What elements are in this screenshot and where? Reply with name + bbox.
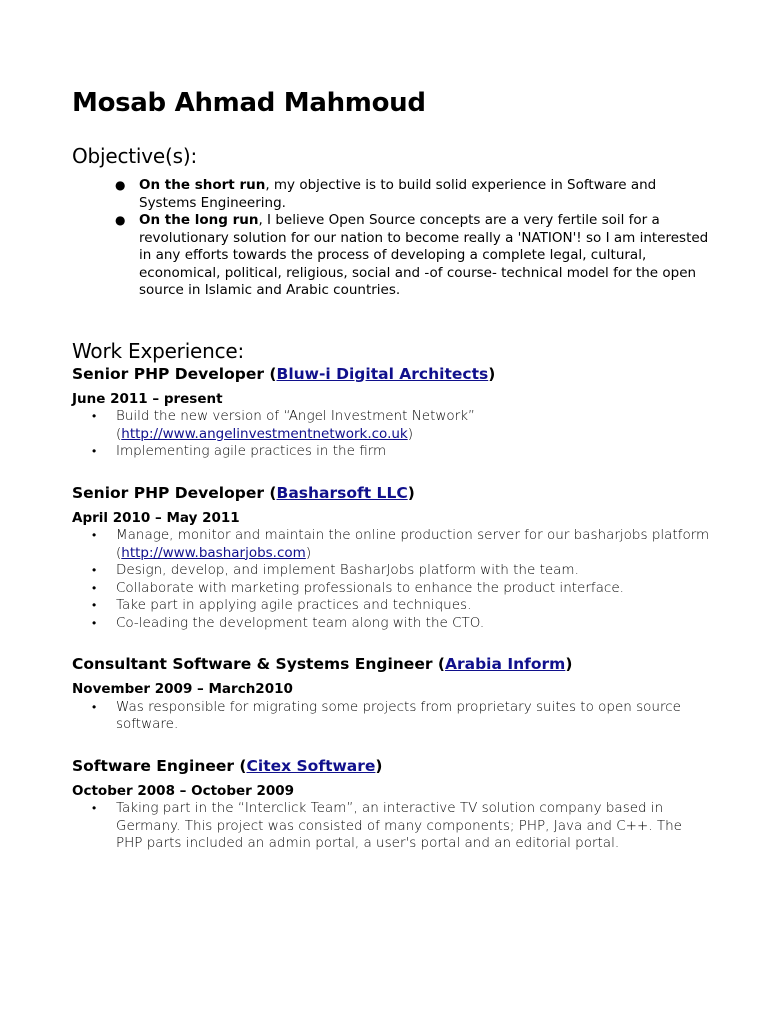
duty-text: Manage, monitor and maintain the online production server for our basharjobs platform ( [116, 527, 710, 561]
duty-link[interactable]: http://www.basharjobs.com [121, 544, 306, 561]
bullet-icon: ● [115, 178, 126, 192]
duty-text: Co-leading the development team along with the CTO. [116, 614, 485, 631]
job-title: Consultant Software & Systems Engineer (Arabia Inform) [72, 655, 573, 673]
objective-text: , my objective is to build solid experience in Software and Systems Engineering. [139, 177, 657, 211]
bullet-icon: • [92, 699, 97, 714]
job-role: Software Engineer [72, 756, 235, 775]
duty-item [72, 580, 712, 598]
duty-text-after: ) [407, 425, 414, 442]
job-entry [72, 364, 712, 461]
job-dates: October 2008 – October 2009 [72, 782, 295, 799]
duty-item [72, 408, 712, 443]
objective-item [72, 212, 712, 300]
job-dates: November 2009 – March2010 [72, 681, 293, 697]
bullet-icon: • [92, 598, 97, 612]
bullet-icon: • [92, 580, 97, 595]
duties-list [72, 800, 712, 853]
job-entry [72, 756, 712, 853]
duty-item [72, 597, 712, 615]
objective-text: , I believe Open Source concepts are a very fertile soil for a revolutionary solution for our nation to become really a 'NATION'! so I am interested in any efforts towards the process of developing a complete legal, cultural, economical, political, religious, social and -of course- technical model for the open source in Islamic and Arabic countries. [139, 212, 709, 298]
job-title: Software Engineer (Citex Software) [72, 756, 383, 775]
duty-item [72, 615, 712, 633]
work-experience-heading: Work Experience: [72, 338, 245, 363]
company-link[interactable]: Citex Software [246, 756, 376, 775]
duty-text: Collaborate with marketing professionals to enhance the product interface. [116, 579, 624, 596]
duty-item [72, 443, 712, 461]
jobs-container [72, 364, 712, 853]
duties-list [72, 699, 712, 734]
job-role: Senior PHP Developer [72, 364, 265, 383]
duty-text: Design, develop, and implement BasharJobs platform with the team. [116, 562, 579, 578]
candidate-name: Mosab Ahmad Mahmoud [72, 88, 426, 118]
bullet-icon: • [92, 563, 97, 577]
bullet-icon: • [92, 801, 97, 815]
duties-list [72, 527, 712, 632]
job-dates: April 2010 – May 2011 [72, 509, 240, 526]
resume-page [72, 86, 712, 853]
job-role: Senior PHP Developer [72, 483, 265, 502]
job-title: Senior PHP Developer (Basharsoft LLC) [72, 483, 415, 502]
company-link[interactable]: Bluw-i Digital Architects [276, 364, 489, 383]
job-dates: June 2011 – present [72, 390, 223, 407]
duties-list [72, 408, 712, 461]
job-role: Consultant Software & Systems Engineer [72, 655, 433, 673]
objective-heading: Objective(s): [72, 144, 197, 168]
company-link[interactable]: Basharsoft LLC [276, 483, 408, 502]
duty-item [72, 699, 712, 734]
duty-link[interactable]: http://www.angelinvestmentnetwork.co.uk [121, 425, 408, 442]
job-title: Senior PHP Developer (Bluw-i Digital Architects) [72, 364, 496, 383]
bullet-icon: • [92, 528, 97, 542]
duty-text: Taking part in the “Interclick Team”, an interactive TV solution company based in Germany. This project was consisted of many components; PHP, Java and C++. The PHP parts included an admin portal, a user's portal and an editorial portal. [116, 800, 682, 851]
bullet-icon: • [92, 444, 97, 458]
duty-text: Build the new version of “Angel Investment Network” ( [116, 408, 476, 442]
objective-lead: On the short run [139, 177, 266, 193]
job-entry [72, 483, 712, 633]
duty-text-after: ) [305, 544, 312, 561]
objective-list [72, 177, 712, 300]
objective-lead: On the long run [139, 212, 259, 228]
job-entry [72, 654, 712, 734]
bullet-icon: • [92, 409, 97, 423]
objective-item [72, 177, 712, 212]
duty-text: Take part in applying agile practices and techniques. [116, 597, 472, 613]
duty-item [72, 800, 712, 853]
duty-item [72, 527, 712, 562]
bullet-icon: ● [115, 213, 126, 227]
company-link[interactable]: Arabia Inform [444, 655, 566, 673]
bullet-icon: • [92, 615, 97, 630]
duty-text: Implementing agile practices in the firm [116, 443, 387, 459]
duty-item [72, 562, 712, 580]
duty-text: Was responsible for migrating some projects from proprietary suites to open source software. [116, 698, 681, 732]
